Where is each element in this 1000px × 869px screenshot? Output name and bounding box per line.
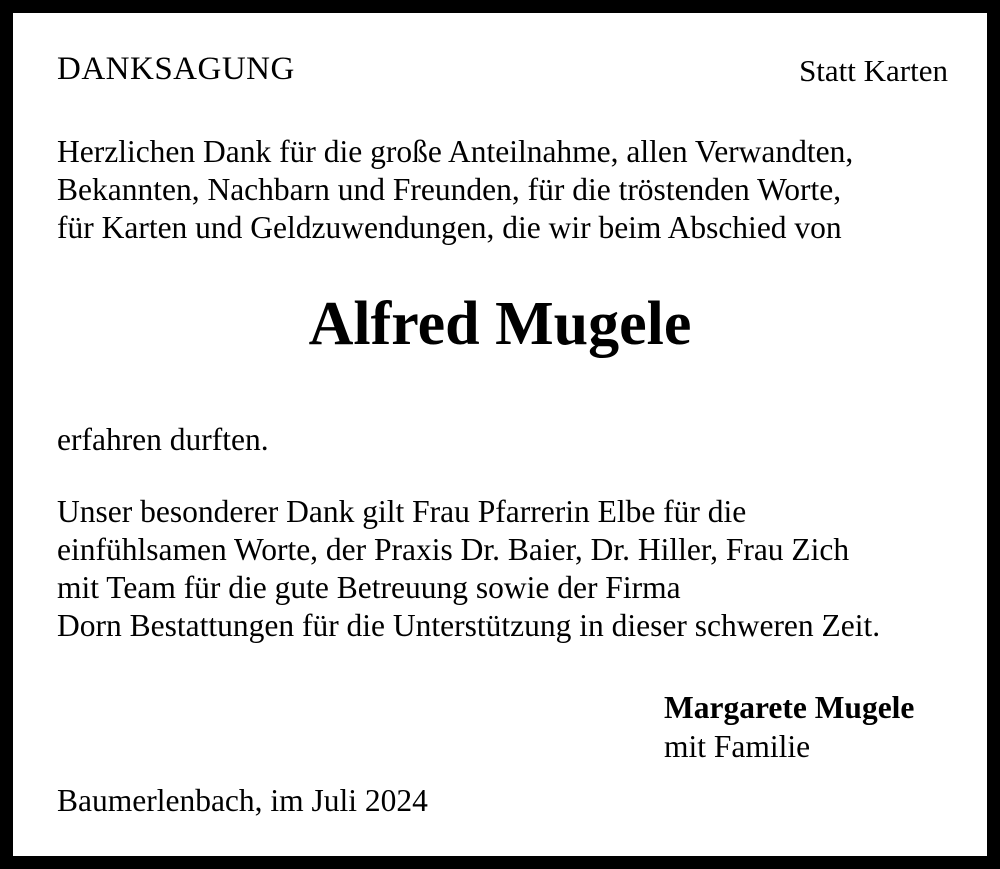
statt-karten-note: Statt Karten [799, 53, 948, 88]
notice-heading: DANKSAGUNG [57, 51, 295, 87]
place-date: Baumerlenbach, im Juli 2024 [57, 783, 428, 818]
thanks-line-2: einfühlsamen Worte, der Praxis Dr. Baier, Dr. Hiller, Frau Zich [57, 532, 850, 567]
signature-name: Margarete Mugele [664, 690, 915, 725]
intro-line-1: Herzlichen Dank für die große Anteilnahme, allen Verwandten, [57, 134, 854, 169]
thanks-line-3: mit Team für die gute Betreuung sowie der Firma [57, 570, 681, 605]
intro-line-3: für Karten und Geldzuwendungen, die wir beim Abschied von [57, 210, 842, 245]
deceased-name: Alfred Mugele [308, 290, 692, 358]
intro-line-2: Bekannten, Nachbarn und Freunden, für die tröstenden Worte, [57, 172, 842, 207]
signature-sub: mit Familie [664, 729, 811, 764]
after-name-line: erfahren durften. [57, 422, 269, 457]
thanks-line-4: Dorn Bestattungen für die Unterstützung in dieser schweren Zeit. [57, 608, 881, 643]
thanks-line-1: Unser besonderer Dank gilt Frau Pfarrerin Elbe für die [57, 494, 747, 529]
